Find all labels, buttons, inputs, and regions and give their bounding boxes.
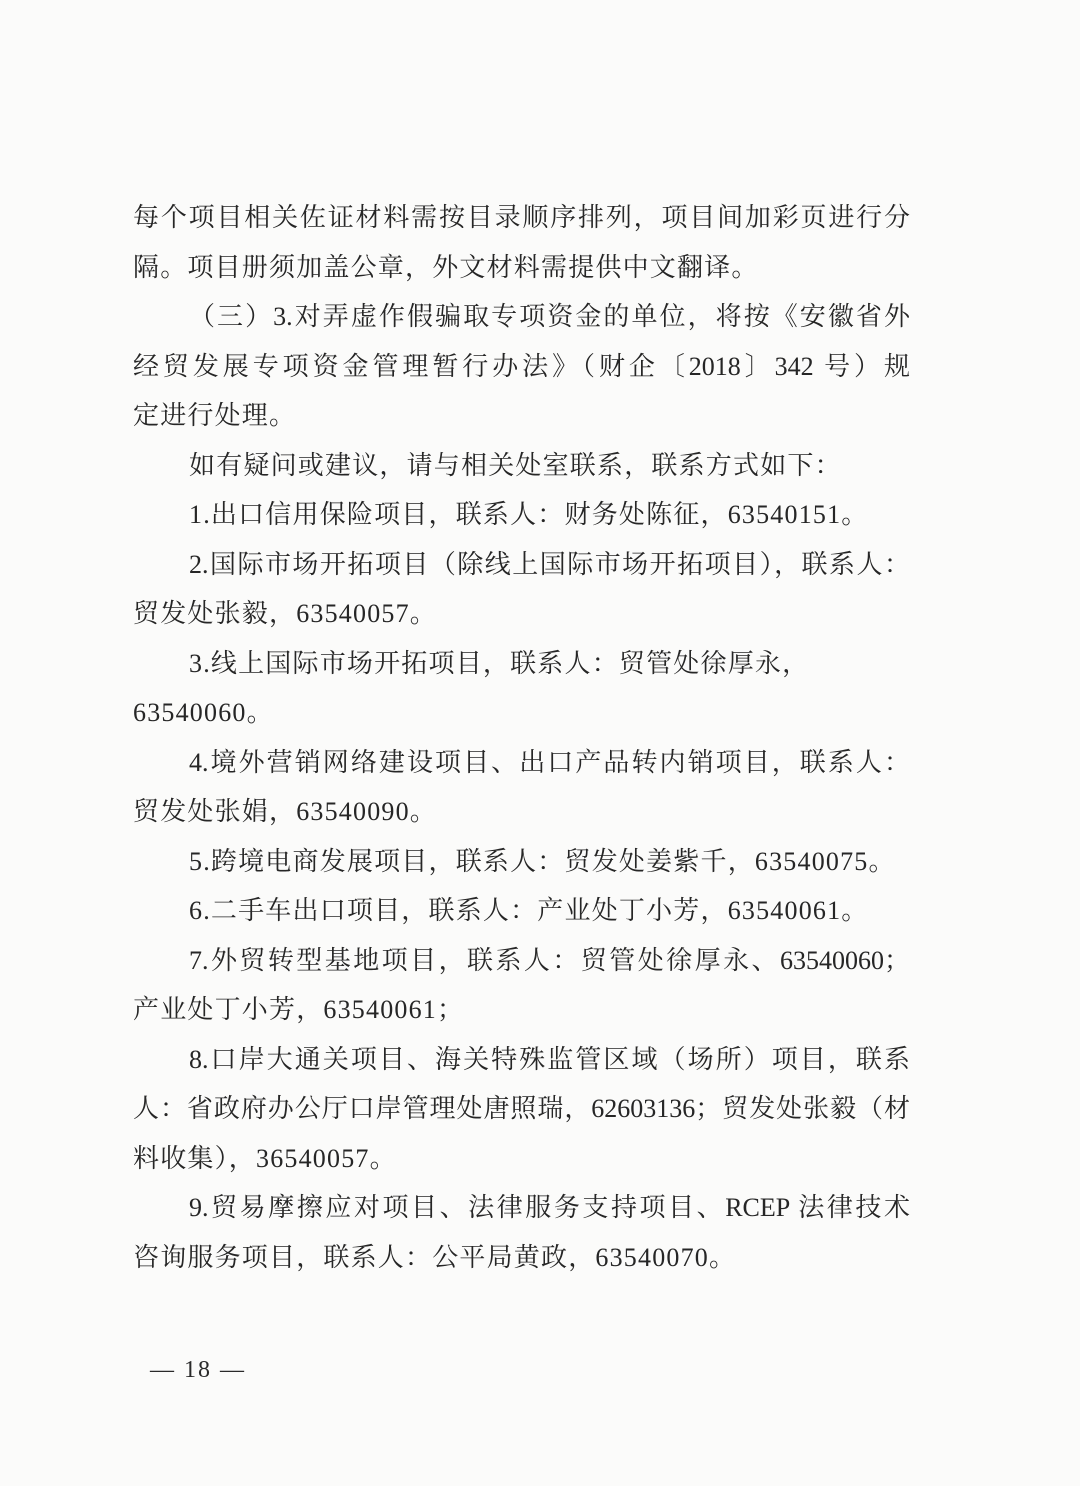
- text-line: 料收集），36540057。: [133, 1143, 397, 1173]
- text-line: 7.外贸转型基地项目，联系人：贸管处徐厚永、63540060；: [189, 945, 910, 975]
- text-line: 63540060。: [133, 698, 274, 727]
- contact-item: [133, 837, 910, 887]
- contact-item: [133, 540, 910, 639]
- text-line: 6.二手车出口项目，联系人：产业处丁小芳，63540061。: [189, 896, 869, 925]
- text-line: 4.境外营销网络建设项目、出口产品转内销项目，联系人：: [189, 747, 910, 777]
- text-line: 1.出口信用保险项目，联系人：财务处陈征，63540151。: [189, 500, 869, 529]
- text-line: 人：省政府办公厅口岸管理处唐照瑞，62603136；贸发处张毅（材: [133, 1094, 910, 1123]
- contact-item: [133, 1035, 910, 1184]
- contact-item: [133, 886, 910, 936]
- text-line: 贸发处张娟，63540090。: [133, 797, 438, 826]
- text-line: 产业处丁小芳，63540061；: [133, 995, 465, 1024]
- text-line: 如有疑问或建议，请与相关处室联系，联系方式如下：: [189, 450, 842, 480]
- document-body: [133, 193, 910, 1282]
- contact-item: [133, 639, 910, 738]
- text-line: （三）3.对弄虚作假骗取专项资金的单位，将按《安徽省外: [189, 302, 910, 331]
- text-line: 每个项目相关佐证材料需按目录顺序排列，项目间加彩页进行分: [133, 203, 910, 232]
- text-line: 隔。项目册须加盖公章，外文材料需提供中文翻译。: [133, 252, 759, 282]
- text-line: 贸发处张毅，63540057。: [133, 599, 438, 628]
- page-number: — 18 —: [150, 1357, 246, 1383]
- contact-item: [133, 738, 910, 837]
- contact-item: [133, 1183, 910, 1282]
- text-line: 定进行处理。: [133, 401, 297, 430]
- text-line: 9.贸易摩擦应对项目、法律服务支持项目、RCEP 法律技术: [189, 1193, 910, 1222]
- text-line: 3.线上国际市场开拓项目，联系人：贸管处徐厚永，: [189, 648, 810, 678]
- paragraph: [133, 292, 910, 441]
- contact-item: [133, 936, 910, 1035]
- text-line: 2.国际市场开拓项目（除线上国际市场开拓项目），联系人：: [189, 549, 910, 579]
- contact-item: [133, 490, 910, 540]
- paragraph: [133, 441, 910, 491]
- text-line: 经贸发展专项资金管理暂行办法》（财企〔2018〕342 号）规: [133, 351, 910, 381]
- text-line: 咨询服务项目，联系人：公平局黄政，63540070。: [133, 1242, 737, 1272]
- paragraph: [133, 193, 910, 292]
- text-line: 5.跨境电商发展项目，联系人：贸发处姜紫千，63540075。: [189, 846, 896, 876]
- text-line: 8.口岸大通关项目、海关特殊监管区域（场所）项目，联系: [189, 1044, 910, 1074]
